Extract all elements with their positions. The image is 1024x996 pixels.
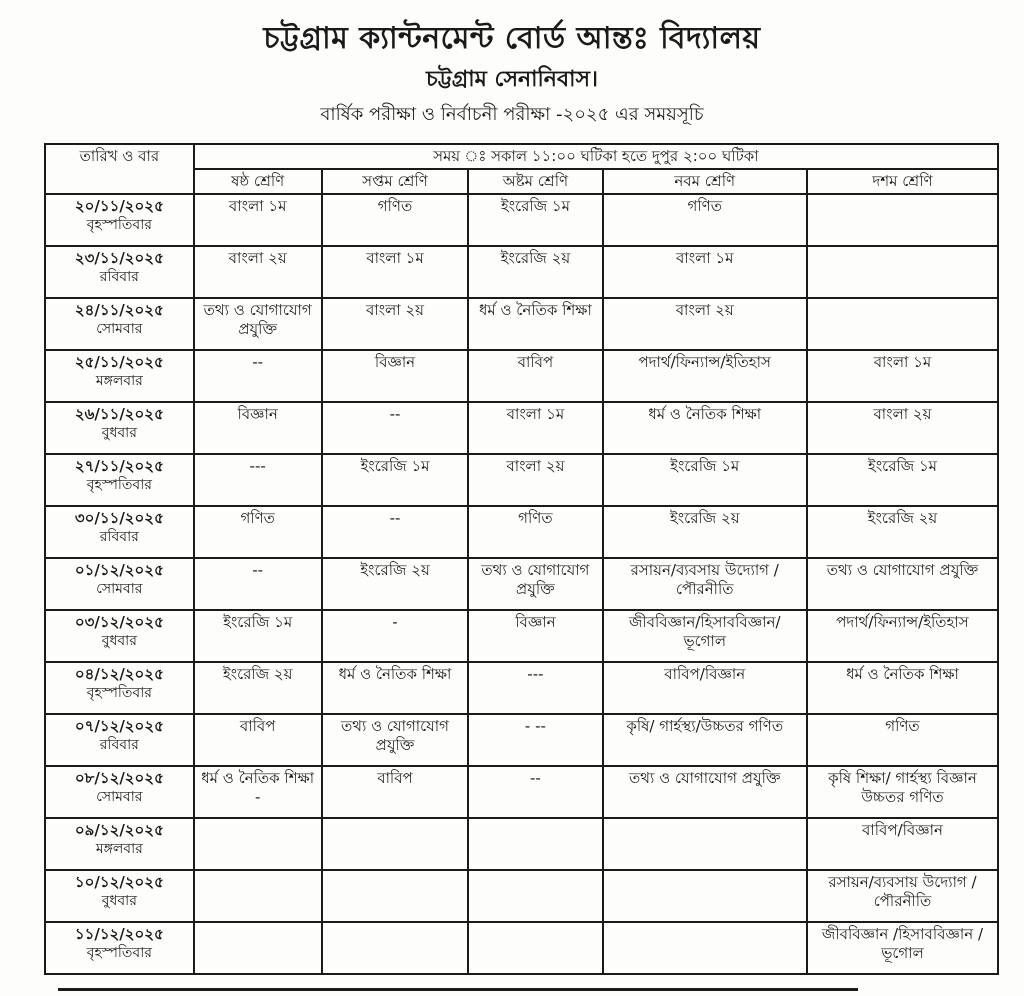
subject-cell: তথ্য ও যোগাযোগ প্রযুক্তি (603, 766, 807, 818)
exam-date: ০৪/১২/২০২৫ (74, 665, 164, 683)
subject-cell: বাংলা ১ম (468, 402, 602, 454)
exam-date: ০৮/১২/২০২৫ (74, 769, 164, 787)
exam-day: বুধবার (101, 633, 137, 649)
subject-cell: বাবিপ (322, 766, 469, 818)
exam-date: ২৬/১১/২০২৫ (74, 405, 164, 423)
date-cell (45, 714, 194, 766)
exam-day: বুধবার (101, 425, 137, 441)
subject-cell: বিজ্ঞান (322, 350, 469, 402)
subject-cell: বাংলা ২য় (468, 454, 602, 506)
subject-cell: -- (194, 350, 322, 402)
subject-cell: বাংলা ২য় (807, 402, 998, 454)
table-row (45, 662, 998, 714)
subject-cell: বাংলা ২য় (194, 246, 322, 298)
subject-cell: বাংলা ১ম (807, 350, 998, 402)
subject-cell (807, 246, 998, 298)
subject-cell (322, 922, 469, 974)
subject-cell (194, 818, 322, 870)
exam-day: বৃহস্পতিবার (86, 477, 152, 493)
subject-cell: বাবিপ/বিজ্ঞান (603, 662, 807, 714)
table-row (45, 402, 998, 454)
exam-date: ২০/১১/২০২৫ (74, 197, 164, 215)
table-row (45, 714, 998, 766)
subject-cell: বাবিপ (194, 714, 322, 766)
table-row (45, 558, 998, 610)
subject-cell (468, 818, 602, 870)
subject-cell: গণিত (194, 506, 322, 558)
subject-cell: -- (322, 506, 469, 558)
subject-cell (468, 870, 602, 922)
exam-day: রবিবার (99, 737, 139, 753)
subject-cell: রসায়ন/ব্যবসায় উদ্যোগ /পৌরনীতি (807, 870, 998, 922)
subject-cell: বাংলা ১ম (603, 246, 807, 298)
subject-cell: পদার্থ/ফিন্যান্স/ইতিহাস (603, 350, 807, 402)
exam-date: ২৩/১১/২০২৫ (74, 249, 164, 267)
subject-cell: রসায়ন/ব্যবসায় উদ্যোগ /পৌরনীতি (603, 558, 807, 610)
date-cell (45, 818, 194, 870)
exam-day: বৃহস্পতিবার (86, 685, 152, 701)
exam-day: মঙ্গলবার (95, 373, 143, 389)
exam-day: সোমবার (96, 321, 143, 337)
subject-cell: বিজ্ঞান (194, 402, 322, 454)
location-subtitle: চট্টগ্রাম সেনানিবাস। (426, 67, 598, 92)
subject-cell: তথ্য ও যোগাযোগ প্রযুক্তি (807, 558, 998, 610)
subject-cell: গণিত (468, 506, 602, 558)
table-row (45, 350, 998, 402)
exam-schedule-table (44, 143, 999, 975)
exam-time-header: সময় ঃ সকাল ১১:০০ ঘটিকা হতে দুপুর ২:০০ ঘটিকা (194, 144, 998, 169)
subject-cell (603, 922, 807, 974)
exam-day: মঙ্গলবার (95, 841, 143, 857)
subject-cell: ইংরেজি ১ম (322, 454, 469, 506)
subject-cell: গণিত (807, 714, 998, 766)
subject-cell: ধর্ম ও নৈতিক শিক্ষা (468, 298, 602, 350)
subject-cell: তথ্য ও যোগাযোগ প্রযুক্তি (322, 714, 469, 766)
date-day-header: তারিখ ও বার (45, 144, 194, 194)
subject-cell: ইংরেজি ২য় (807, 506, 998, 558)
subject-cell: - -- (468, 714, 602, 766)
exam-title: বার্ষিক পরীক্ষা ও নির্বাচনী পরীক্ষা -২০২৫ এর সময়সূচি (320, 104, 704, 125)
table-row (45, 454, 998, 506)
subject-cell: বাংলা ২য় (603, 298, 807, 350)
exam-date: ২৫/১১/২০২৫ (74, 353, 164, 371)
subject-cell: জীববিজ্ঞান/হিসাববিজ্ঞান/ ভূগোল (603, 610, 807, 662)
exam-date: ০৩/১২/২০২৫ (74, 613, 164, 631)
subject-cell: বিজ্ঞান (468, 610, 602, 662)
exam-date: ১০/১২/২০২৫ (74, 873, 164, 891)
subject-cell: ইংরেজি ২য় (194, 662, 322, 714)
date-cell (45, 194, 194, 246)
exam-day: রবিবার (99, 529, 139, 545)
subject-cell: বাবিপ/বিজ্ঞান (807, 818, 998, 870)
date-cell (45, 350, 194, 402)
subject-cell: --- (468, 662, 602, 714)
date-cell (45, 766, 194, 818)
exam-day: বৃহস্পতিবার (86, 945, 152, 961)
class-header: নবম শ্রেণি (603, 169, 807, 194)
date-cell (45, 610, 194, 662)
subject-cell: ইংরেজি ২য় (468, 246, 602, 298)
table-row (45, 506, 998, 558)
class-header: সপ্তম শ্রেণি (322, 169, 469, 194)
date-cell (45, 402, 194, 454)
subject-cell: বাংলা ১ম (322, 246, 469, 298)
date-cell (45, 246, 194, 298)
subject-cell: গণিত (322, 194, 469, 246)
subject-cell: -- (468, 766, 602, 818)
subject-cell: ইংরেজি ২য় (322, 558, 469, 610)
subject-cell (194, 922, 322, 974)
subject-cell: ইংরেজি ১ম (194, 610, 322, 662)
subject-cell: ইংরেজি ১ম (807, 454, 998, 506)
date-cell (45, 662, 194, 714)
exam-date: ২৭/১১/২০২৫ (74, 457, 164, 475)
subject-cell: কৃষি/ গার্হস্থ্য/উচ্চতর গণিত (603, 714, 807, 766)
date-cell (45, 454, 194, 506)
table-row (45, 766, 998, 818)
subject-cell: কৃষি শিক্ষা/ গার্হস্থ্য বিজ্ঞান উচ্চতর গণিত (807, 766, 998, 818)
subject-cell: ইংরেজি ১ম (603, 454, 807, 506)
exam-date: ০১/১২/২০২৫ (74, 561, 164, 579)
subject-cell: ধর্ম ও নৈতিক শিক্ষা - (194, 766, 322, 818)
exam-date: ১১/১২/২০২৫ (74, 925, 164, 943)
subject-cell: ধর্ম ও নৈতিক শিক্ষা (807, 662, 998, 714)
subject-cell (603, 870, 807, 922)
exam-day: বৃহস্পতিবার (86, 217, 152, 233)
date-cell (45, 922, 194, 974)
subject-cell (194, 870, 322, 922)
table-row (45, 922, 998, 974)
class-header: অষ্টম শ্রেণি (468, 169, 602, 194)
subject-cell: তথ্য ও যোগাযোগ প্রযুক্তি (468, 558, 602, 610)
date-cell (45, 506, 194, 558)
subject-cell: ইংরেজি ২য় (603, 506, 807, 558)
subject-cell: -- (322, 402, 469, 454)
exam-date: ৩০/১১/২০২৫ (74, 509, 164, 527)
subject-cell: - (322, 610, 469, 662)
table-row (45, 870, 998, 922)
date-cell (45, 298, 194, 350)
exam-day: বুধবার (101, 893, 137, 909)
table-row (45, 818, 998, 870)
subject-cell (807, 194, 998, 246)
date-cell (45, 558, 194, 610)
subject-cell: ধর্ম ও নৈতিক শিক্ষা (322, 662, 469, 714)
table-row (45, 246, 998, 298)
exam-date: ০৯/১২/২০২৫ (74, 821, 164, 839)
exam-day: রবিবার (99, 269, 139, 285)
subject-cell: পদার্থ/ফিন্যান্স/ইতিহাস (807, 610, 998, 662)
exam-date: ২৪/১১/২০২৫ (74, 301, 164, 319)
subject-cell: বাংলা ২য় (322, 298, 469, 350)
bottom-divider (58, 988, 858, 991)
subject-cell (468, 922, 602, 974)
subject-cell: জীববিজ্ঞান /হিসাববিজ্ঞান /ভূগোল (807, 922, 998, 974)
table-row (45, 610, 998, 662)
subject-cell: ধর্ম ও নৈতিক শিক্ষা (603, 402, 807, 454)
class-header: ষষ্ঠ শ্রেণি (194, 169, 322, 194)
exam-date: ০৭/১২/২০২৫ (74, 717, 164, 735)
exam-day: সোমবার (96, 581, 143, 597)
subject-cell: তথ্য ও যোগাযোগ প্রযুক্তি (194, 298, 322, 350)
subject-cell: ইংরেজি ১ম (468, 194, 602, 246)
school-title: চট্টগ্রাম ক্যান্টনমেন্ট বোর্ড আন্তঃ বিদ্যালয় (263, 21, 761, 56)
exam-day: সোমবার (96, 789, 143, 805)
table-row (45, 194, 998, 246)
subject-cell (322, 870, 469, 922)
subject-cell: --- (194, 454, 322, 506)
subject-cell: বাবিপ (468, 350, 602, 402)
date-cell (45, 870, 194, 922)
subject-cell (807, 298, 998, 350)
class-header: দশম শ্রেণি (807, 169, 998, 194)
table-row (45, 298, 998, 350)
subject-cell: গণিত (603, 194, 807, 246)
subject-cell: বাংলা ১ম (194, 194, 322, 246)
subject-cell (322, 818, 469, 870)
subject-cell: -- (194, 558, 322, 610)
subject-cell (603, 818, 807, 870)
